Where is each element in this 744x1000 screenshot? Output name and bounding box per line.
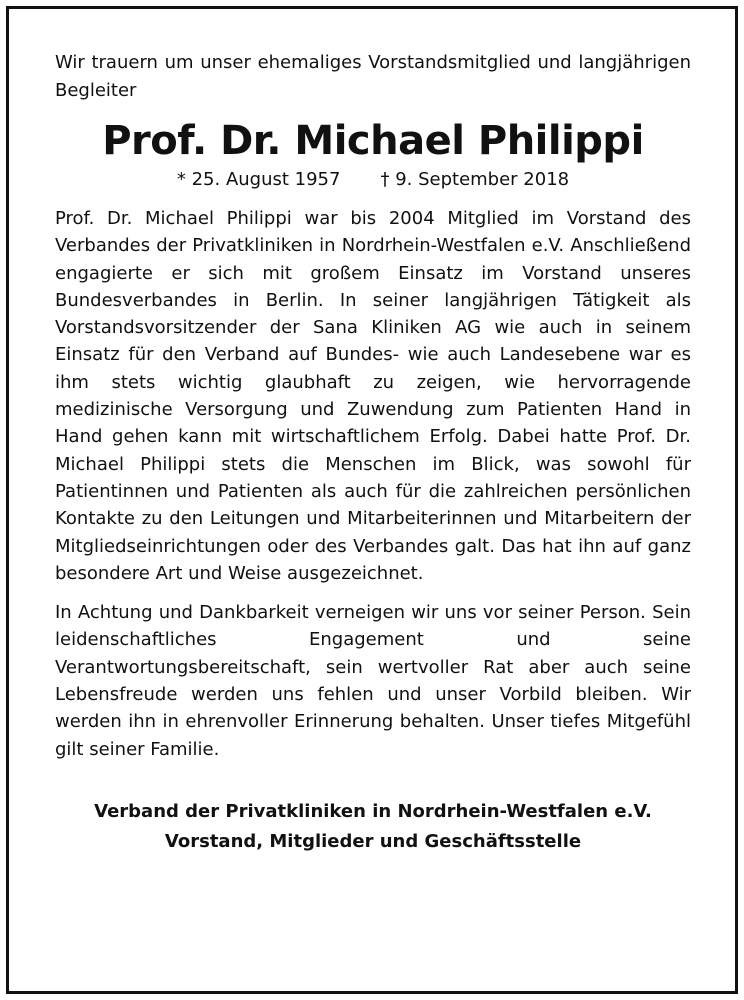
intro-text: Wir trauern um unser ehemaliges Vorstandsmitglied und langjährigen Begleiter xyxy=(55,52,691,101)
deceased-name: Prof. Dr. Michael Philippi xyxy=(102,118,644,164)
life-dates xyxy=(55,167,691,193)
signature-line-1: Verband der Privatkliniken in Nordrhein-Westfalen e.V. xyxy=(94,800,652,822)
signature-block xyxy=(55,797,691,857)
obituary-content xyxy=(55,49,691,857)
signature-line-2: Vorstand, Mitglieder und Geschäftsstelle xyxy=(164,830,582,852)
obituary-frame xyxy=(6,6,738,994)
birth-date: * 25. August 1957 xyxy=(176,169,341,190)
paragraph-1: Prof. Dr. Michael Philippi war bis 2004 Mitglied im Vorstand des Verbandes der Privatkliniken in Nordrhein-Westfalen e.V. Anschließend engagierte er sich mit großem Einsatz im Vorstand unseres Bundesverbandes in Berlin. In seiner langjährigen Tätigkeit als Vorstandsvorsitzender der Sana Kliniken AG wie auch in seinem Einsatz für den Verband auf Bundes- wie auch Landesebene war es ihm stets wichtig glaubhaft zu zeigen, wie hervorragende medizinische Versorgung und Zuwendung zum Patienten Hand in Hand gehen kann mit wirtschaftlichem Erfolg. Dabei hatte Prof. Dr. Michael Philippi stets die Menschen im Blick, was sowohl für Patientinnen und Patienten als auch für die zahlreichen persönlichen Kontakte zu den Leitungen und Mitarbeiterinnen und Mitarbeitern der Mitgliedseinrichtungen oder des Verbandes galt. Das hat ihn auf ganz besondere Art und Weise ausgezeichnet. xyxy=(55,208,691,584)
death-date: † 9. September 2018 xyxy=(380,169,570,190)
paragraph-2: In Achtung und Dankbarkeit verneigen wir uns vor seiner Person. Sein leidenschaftliches Engagement und seine Verantwortungsbereitschaft, sein wertvoller Rat aber auch seine Lebensfreude werden uns fehlen und unser Vorbild bleiben. Wir werden ihn in ehrenvoller Erinnerung behalten. Unser tiefes Mitgefühl gilt seiner Familie. xyxy=(55,602,691,760)
